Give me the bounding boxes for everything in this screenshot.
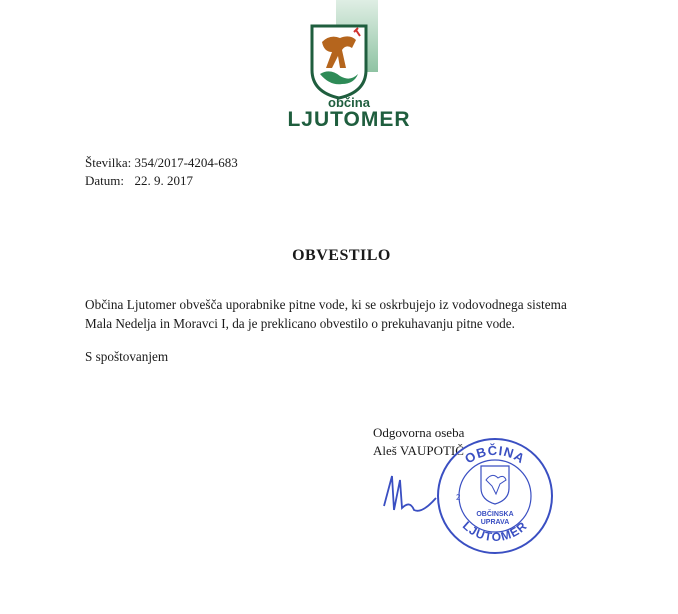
signatory-name: Aleš VAUPOTIČ <box>373 443 464 458</box>
body-line-2: Mala Nedelja in Moravci I, da je preklicano obvestilo o prekuhavanju pitne vode. <box>85 316 515 331</box>
municipality-name: LJUTOMER <box>287 108 411 131</box>
stamp-bottom-text: LJUTOMER <box>459 518 531 545</box>
svg-text:OBČINA <box>462 443 528 467</box>
body-line-1: Občina Ljutomer obvešča uporabnike pitne vode, ki se oskrbujejo iz vodovodnega sistema <box>85 297 567 312</box>
stamp-number: 2 <box>456 493 461 502</box>
number-label: Številka: <box>85 155 132 170</box>
document-number <box>85 155 238 171</box>
signature <box>380 470 440 520</box>
stamp-middle-1: OBČINSKA <box>476 511 514 518</box>
stamp-top-text: OBČINA <box>462 442 529 467</box>
closing-text: S spoštovanjem <box>85 349 169 364</box>
page-title: OBVESTILO <box>292 247 391 264</box>
date-value: 22. 9. 2017 <box>134 173 193 188</box>
official-stamp <box>434 436 556 556</box>
stamp-crest-icon <box>481 466 509 504</box>
date-label: Datum: <box>85 173 124 188</box>
document-date <box>85 173 193 189</box>
municipality-word: občina <box>328 95 370 110</box>
signatory-role: Odgovorna oseba <box>373 425 465 440</box>
coat-of-arms-icon <box>306 22 372 100</box>
number-value: 354/2017-4204-683 <box>134 155 238 170</box>
stamp-middle-2: UPRAVA <box>480 519 510 526</box>
